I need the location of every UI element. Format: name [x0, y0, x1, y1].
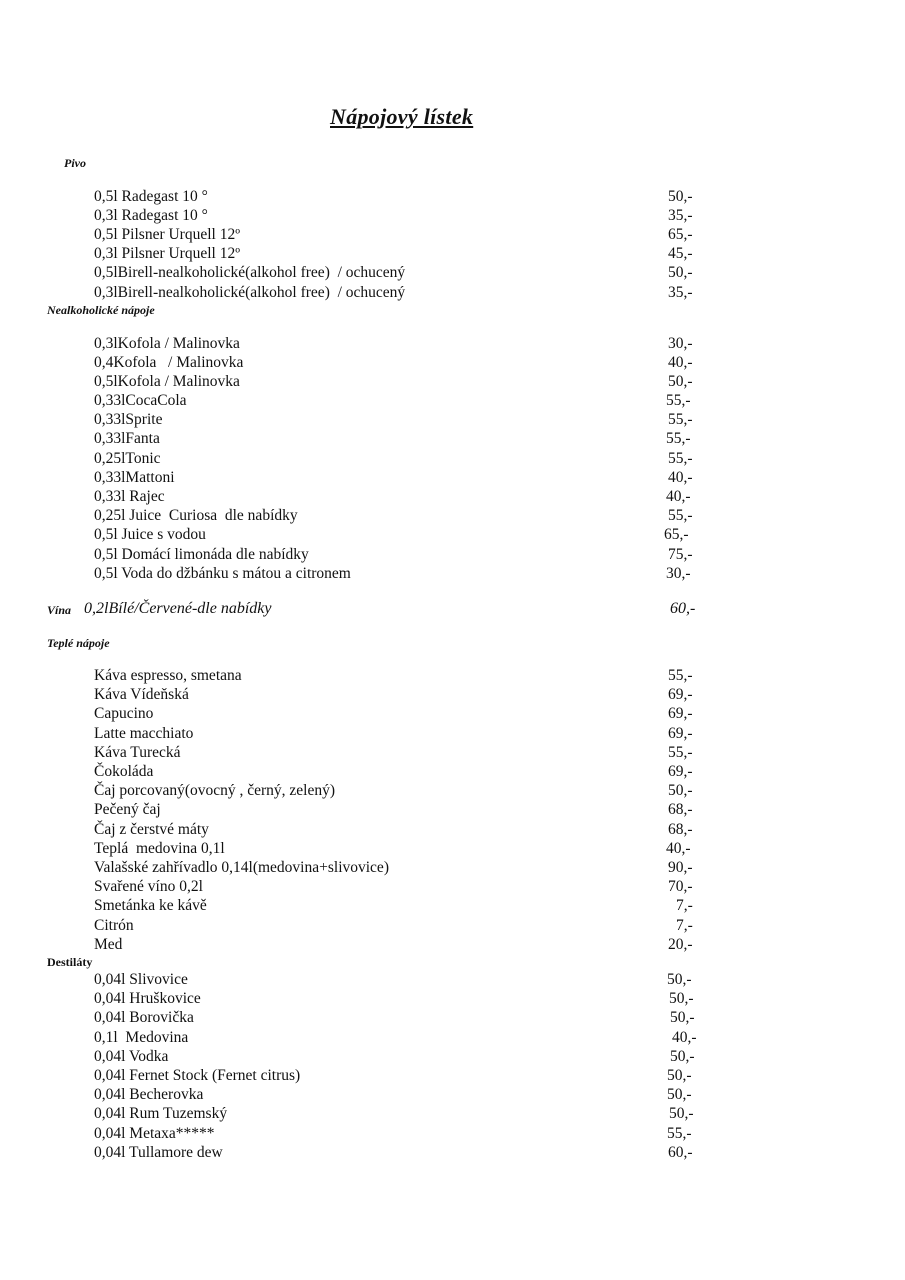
menu-item — [94, 1008, 704, 1027]
menu-item — [94, 896, 704, 915]
item-price: 50,- — [667, 1086, 692, 1103]
menu-item — [94, 989, 704, 1008]
item-price: 20,- — [668, 936, 693, 953]
item-price: 55,- — [666, 392, 691, 409]
menu-item — [94, 187, 704, 206]
menu-item — [94, 283, 704, 302]
item-name: 0,04l Borovička — [94, 1009, 194, 1026]
item-price: 50,- — [668, 264, 693, 281]
menu-item — [94, 244, 704, 263]
item-name: 0,04l Becherovka — [94, 1086, 204, 1103]
item-name: Čokoláda — [94, 763, 154, 780]
item-price: 55,- — [668, 667, 693, 684]
menu-item — [94, 391, 704, 410]
item-price: 50,- — [668, 373, 693, 390]
menu-item — [94, 743, 704, 762]
item-price: 65,- — [664, 526, 689, 543]
item-name: 0,33lMattoni — [94, 469, 175, 486]
item-name: 0,5l Domácí limonáda dle nabídky — [94, 546, 309, 563]
item-name: 0,33lSprite — [94, 411, 163, 428]
item-name: 0,33lCocaCola — [94, 392, 187, 409]
item-price: 55,- — [666, 430, 691, 447]
menu-item — [94, 206, 704, 225]
menu-item — [94, 1066, 704, 1085]
item-price: 45,- — [668, 245, 693, 262]
menu-item — [94, 525, 704, 544]
item-name: Káva Vídeňská — [94, 686, 189, 703]
menu-item — [94, 372, 704, 391]
menu-item — [94, 839, 704, 858]
item-price: 68,- — [668, 801, 693, 818]
menu-item — [94, 1104, 704, 1123]
menu-item — [94, 685, 704, 704]
item-price: 50,- — [669, 990, 694, 1007]
menu-item — [94, 564, 704, 583]
item-name: 0,5l Voda do džbánku s mátou a citronem — [94, 565, 351, 582]
menu-item — [94, 666, 704, 685]
item-price: 30,- — [666, 565, 691, 582]
item-price: 55,- — [668, 744, 693, 761]
menu-item — [94, 1028, 704, 1047]
section-heading-pivo: Pivo — [64, 156, 86, 170]
item-price: 40,- — [666, 840, 691, 857]
menu-item — [94, 506, 704, 525]
item-price: 55,- — [668, 411, 693, 428]
page-title: Nápojový lístek — [330, 104, 474, 129]
item-price: 75,- — [668, 546, 693, 563]
item-name: 0,5l Radegast 10 ° — [94, 188, 208, 205]
item-name: Latte macchiato — [94, 725, 194, 742]
item-name: Valašské zahřívadlo 0,14l(medovina+slivovice) — [94, 859, 389, 876]
menu-item — [94, 724, 704, 743]
item-name: Pečený čaj — [94, 801, 161, 818]
item-price: 30,- — [668, 335, 693, 352]
item-name: Citrón — [94, 917, 134, 934]
item-name: Svařené víno 0,2l — [94, 878, 203, 895]
menu-item — [94, 1085, 704, 1104]
menu-item — [94, 1047, 704, 1066]
menu-item — [94, 1143, 704, 1162]
item-price: 50,- — [669, 1105, 694, 1122]
item-name: 0,5lKofola / Malinovka — [94, 373, 240, 390]
item-price: 40,- — [672, 1029, 697, 1046]
item-name: 0,04l Rum Tuzemský — [94, 1105, 228, 1122]
item-name: Teplá medovina 0,1l — [94, 840, 225, 857]
section-heading-vina: Vína — [47, 603, 72, 617]
menu-item — [94, 970, 704, 989]
section-heading-destilaty: Destiláty — [47, 955, 93, 969]
section-heading-teple: Teplé nápoje — [47, 636, 110, 650]
item-price: 60,- — [670, 600, 696, 617]
item-name: 0,04l Fernet Stock (Fernet citrus) — [94, 1067, 301, 1084]
item-name: 0,04l Tullamore dew — [94, 1144, 223, 1161]
menu-item — [94, 916, 704, 935]
item-price: 55,- — [667, 1125, 692, 1142]
item-name: 0,3l Pilsner Urquell 12º — [94, 245, 241, 262]
menu-item — [94, 704, 704, 723]
item-name: 0,3lBirell-nealkoholické(alkohol free) / ochucený — [94, 284, 406, 301]
item-name: 0,04l Metaxa***** — [94, 1125, 215, 1142]
item-price: 35,- — [668, 207, 693, 224]
item-price: 69,- — [668, 725, 693, 742]
menu-item — [94, 429, 704, 448]
item-name: 0,04l Hruškovice — [94, 990, 201, 1007]
item-price: 7,- — [676, 917, 693, 934]
menu-item — [94, 468, 704, 487]
item-name: Med — [94, 936, 123, 953]
section-vina — [47, 600, 707, 620]
item-price: 50,- — [667, 1067, 692, 1084]
menu-item — [94, 225, 704, 244]
item-name: Káva espresso, smetana — [94, 667, 242, 684]
menu-item — [94, 762, 704, 781]
menu-item — [94, 353, 704, 372]
item-name: 0,4Kofola / Malinovka — [94, 354, 244, 371]
section-heading-nealko: Nealkoholické nápoje — [47, 303, 155, 317]
item-name: Capucino — [94, 705, 154, 722]
menu-item — [94, 334, 704, 353]
item-price: 90,- — [668, 859, 693, 876]
item-price: 60,- — [668, 1144, 693, 1161]
item-price: 40,- — [666, 488, 691, 505]
item-name: 0,04l Vodka — [94, 1048, 169, 1065]
menu-item — [94, 858, 704, 877]
item-price: 50,- — [670, 1048, 695, 1065]
item-name: 0,33lFanta — [94, 430, 160, 447]
item-price: 70,- — [668, 878, 693, 895]
menu-item — [94, 545, 704, 564]
item-price: 35,- — [668, 284, 693, 301]
menu-item — [94, 1124, 704, 1143]
item-name: 0,5lBirell-nealkoholické(alkohol free) / ochucený — [94, 264, 406, 281]
menu-item — [94, 263, 704, 282]
item-name: 0,2lBílé/Červené-dle nabídky — [84, 600, 272, 617]
item-price: 69,- — [668, 705, 693, 722]
item-name: 0,25l Juice Curiosa dle nabídky — [94, 507, 298, 524]
item-price: 55,- — [668, 507, 693, 524]
item-name: 0,33l Rajec — [94, 488, 165, 505]
item-name: 0,3lKofola / Malinovka — [94, 335, 240, 352]
menu-item — [94, 487, 704, 506]
item-name: Čaj porcovaný(ovocný , černý, zelený) — [94, 782, 336, 799]
menu-item — [94, 820, 704, 839]
item-price: 40,- — [668, 354, 693, 371]
menu-item — [94, 410, 704, 429]
menu-item — [94, 877, 704, 896]
item-name: 0,3l Radegast 10 ° — [94, 207, 208, 224]
item-price: 50,- — [670, 1009, 695, 1026]
item-name: Čaj z čerstvé máty — [94, 821, 209, 838]
item-price: 65,- — [668, 226, 693, 243]
item-price: 50,- — [667, 971, 692, 988]
item-price: 50,- — [668, 188, 693, 205]
item-price: 69,- — [668, 763, 693, 780]
menu-item — [94, 935, 704, 954]
item-name: 0,5l Pilsner Urquell 12º — [94, 226, 241, 243]
menu-item — [94, 800, 704, 819]
item-name: 0,04l Slivovice — [94, 971, 188, 988]
item-name: 0,1l Medovina — [94, 1029, 189, 1046]
item-price: 7,- — [676, 897, 693, 914]
item-name: 0,25lTonic — [94, 450, 161, 467]
item-price: 40,- — [668, 469, 693, 486]
item-price: 68,- — [668, 821, 693, 838]
item-name: Smetánka ke kávě — [94, 897, 207, 914]
item-price: 55,- — [668, 450, 693, 467]
item-name: 0,5l Juice s vodou — [94, 526, 206, 543]
item-price: 50,- — [668, 782, 693, 799]
item-name: Káva Turecká — [94, 744, 181, 761]
menu-item — [94, 781, 704, 800]
menu-item — [94, 449, 704, 468]
item-price: 69,- — [668, 686, 693, 703]
